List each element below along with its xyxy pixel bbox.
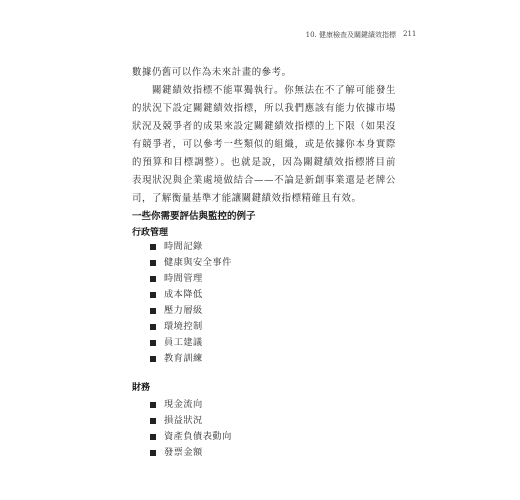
bullet-square-icon	[150, 324, 156, 330]
bullet-square-icon	[150, 244, 156, 250]
subheading-admin: 行政管理	[132, 228, 169, 238]
bullet-square-icon	[150, 434, 156, 440]
paragraph-2: 關鍵績效指標不能單獨執行。你無法在不了解可能發生的狀況下設定關鍵績效指標，所以我們應該有能力依據市場狀況及競爭者的成果來設定關鍵績效指標的上下限（如果沒有競爭者，可以參考一些類似的組織，或是依據你本身實際的預算和目標調整）。也就是說，因為關鍵績效指標將目前表現狀況與企業處境做結合——不論是新創事業還是老牌公司，了解衡量基準才能讓關鍵績效指標精確且有效。	[132, 85, 396, 204]
list-item-label: 健康與安全事件	[164, 257, 232, 268]
bullet-square-icon	[150, 402, 156, 408]
list-item	[150, 397, 232, 413]
list-item-label: 時間管理	[164, 273, 203, 284]
running-header	[0, 30, 520, 44]
list-item	[150, 335, 232, 351]
admin-list	[150, 239, 232, 367]
bullet-square-icon	[150, 450, 156, 456]
bullet-square-icon	[150, 418, 156, 424]
list-item-label: 損益狀況	[164, 415, 203, 426]
list-item	[150, 319, 232, 335]
page-number: 211	[403, 30, 417, 38]
list-item-label: 發票金額	[164, 447, 203, 458]
bullet-square-icon	[150, 260, 156, 266]
bullet-square-icon	[150, 356, 156, 362]
list-item	[150, 287, 232, 303]
body-text	[132, 64, 396, 208]
bullet-square-icon	[150, 276, 156, 282]
list-item-label: 時間記錄	[164, 241, 203, 252]
list-item	[150, 445, 232, 461]
list-item-label: 員工建議	[164, 337, 203, 348]
list-item	[150, 303, 232, 319]
list-item	[150, 429, 232, 445]
list-item-label: 現金流向	[164, 399, 203, 410]
finance-list	[150, 397, 232, 461]
bullet-square-icon	[150, 340, 156, 346]
list-item-label: 環境控制	[164, 321, 203, 332]
section-heading: 一些你需要評估與監控的例子	[132, 211, 256, 222]
list-item	[150, 239, 232, 255]
list-item-label: 教育訓練	[164, 353, 203, 364]
subheading-finance: 財務	[132, 383, 151, 393]
list-item-label: 成本降低	[164, 289, 203, 300]
list-item	[150, 351, 232, 367]
paragraph-1: 數據仍舊可以作為未來計畫的參考。	[132, 67, 292, 78]
bullet-square-icon	[150, 292, 156, 298]
list-item-label: 資產負債表動向	[164, 431, 232, 442]
bullet-square-icon	[150, 308, 156, 314]
list-item	[150, 255, 232, 271]
chapter-title: 10. 健康檢查及關鍵績效指標	[305, 31, 396, 39]
list-item-label: 壓力層級	[164, 305, 203, 316]
list-item	[150, 271, 232, 287]
list-item	[150, 413, 232, 429]
